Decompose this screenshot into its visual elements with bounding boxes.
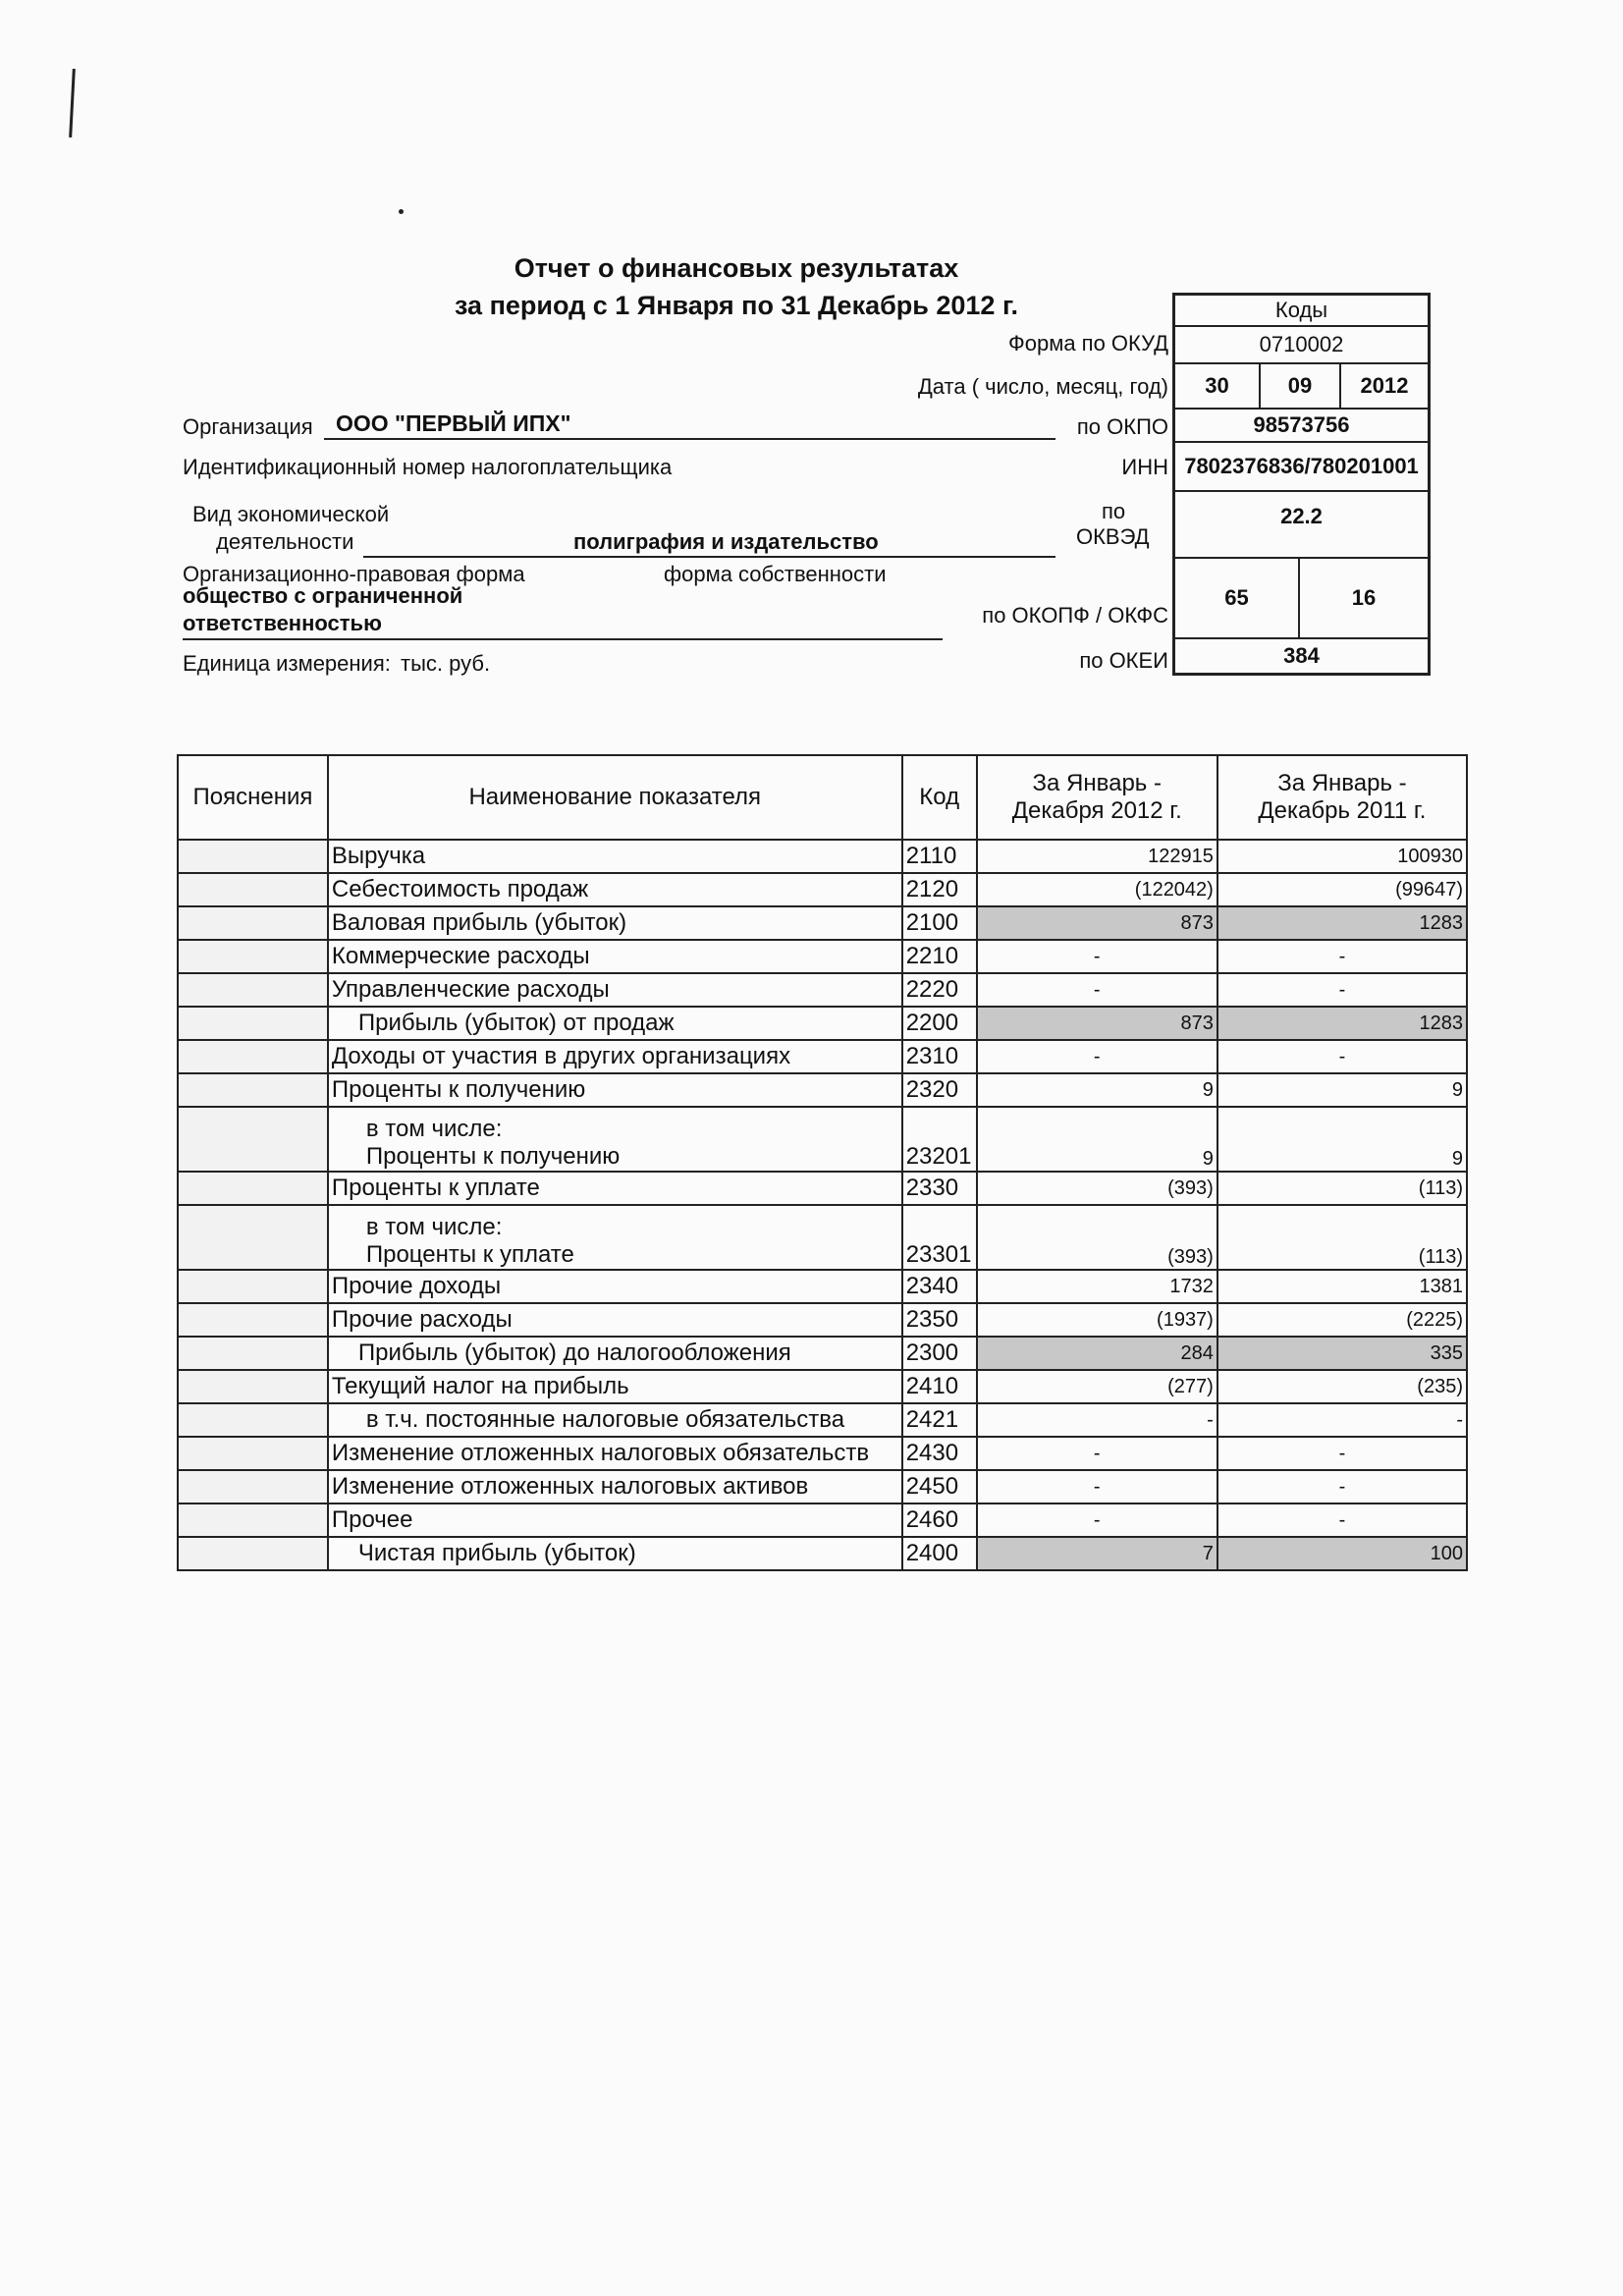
notes-cell <box>178 840 328 873</box>
row-previous-value: (99647) <box>1217 873 1467 906</box>
table-row <box>178 1007 1467 1040</box>
row-previous-value: - <box>1217 1470 1467 1503</box>
codes-box <box>1172 293 1431 676</box>
date-day: 30 <box>1205 373 1229 398</box>
notes-cell <box>178 1303 328 1337</box>
row-name: Изменение отложенных налоговых обязательств <box>328 1437 902 1470</box>
notes-cell <box>178 1007 328 1040</box>
notes-cell <box>178 1403 328 1437</box>
legal-form-underline <box>183 638 943 640</box>
report-period: за период с 1 Января по 31 Декабрь 2012 г. <box>454 291 1018 320</box>
row-current-value: - <box>977 1403 1217 1437</box>
table-row <box>178 1040 1467 1073</box>
table-row <box>178 973 1467 1007</box>
notes-cell <box>178 1040 328 1073</box>
col-name-header: Наименование показателя <box>328 755 902 840</box>
legal-form-value-2: ответственностью <box>183 611 382 635</box>
row-previous-value: 1283 <box>1217 1007 1467 1040</box>
row-current-value: (1937) <box>977 1303 1217 1337</box>
row-previous-value: (235) <box>1217 1370 1467 1403</box>
date-label: Дата ( число, месяц, год) <box>917 374 1168 399</box>
activity-label-2: деятельности <box>216 529 354 554</box>
inn-code: 7802376836/780201001 <box>1175 441 1428 490</box>
table-row <box>178 1370 1467 1403</box>
row-code: 2460 <box>902 1503 977 1537</box>
col-current-header-line2: Декабря 2012 г. <box>1011 797 1182 824</box>
row-current-value: 873 <box>977 906 1217 940</box>
report-title: Отчет о финансовых результатах <box>514 253 959 283</box>
unit-label: Единица измерения: <box>183 651 391 676</box>
table-row <box>178 1337 1467 1370</box>
table-row <box>178 906 1467 940</box>
notes-cell <box>178 1270 328 1303</box>
table-row <box>178 1073 1467 1107</box>
table-row <box>178 1470 1467 1503</box>
notes-cell <box>178 1503 328 1537</box>
row-name-text: Проценты к получению <box>365 1143 621 1170</box>
row-previous-value: - <box>1217 1437 1467 1470</box>
table-row <box>178 1205 1467 1270</box>
table-row <box>178 1403 1467 1437</box>
row-current-value: (393) <box>977 1205 1217 1270</box>
table-row <box>178 1437 1467 1470</box>
table-row <box>178 1303 1467 1337</box>
taxpayer-label: Идентификационный номер налогоплательщика <box>183 455 673 479</box>
row-previous-value: (2225) <box>1217 1303 1467 1337</box>
row-code: 2320 <box>902 1073 977 1107</box>
row-current-value: 9 <box>977 1107 1217 1172</box>
scan-mark-line <box>69 69 76 137</box>
activity-value: полиграфия и издательство <box>573 529 879 554</box>
row-previous-value: - <box>1217 1040 1467 1073</box>
unit-value: тыс. руб. <box>401 651 491 676</box>
okved-code: 22.2 <box>1175 490 1428 557</box>
row-previous-value: (113) <box>1217 1205 1467 1270</box>
row-name: Себестоимость продаж <box>328 873 902 906</box>
row-current-value: 1732 <box>977 1270 1217 1303</box>
row-name <box>328 1205 902 1270</box>
table-row <box>178 1107 1467 1172</box>
notes-cell <box>178 1205 328 1270</box>
okpo-label: по ОКПО <box>1076 414 1168 439</box>
row-current-value: - <box>977 1503 1217 1537</box>
row-previous-value: - <box>1217 973 1467 1007</box>
row-current-value: 284 <box>977 1337 1217 1370</box>
row-previous-value: 1283 <box>1217 906 1467 940</box>
scan-mark-dot <box>399 209 404 214</box>
col-previous-header <box>1217 755 1467 840</box>
financial-results-table <box>177 754 1468 1571</box>
notes-cell <box>178 973 328 1007</box>
row-name: Прибыль (убыток) от продаж <box>328 1007 902 1040</box>
table-row <box>178 873 1467 906</box>
notes-cell <box>178 1107 328 1172</box>
col-previous-header-line2: Декабрь 2011 г. <box>1258 797 1427 824</box>
col-code-header: Код <box>902 755 977 840</box>
row-previous-value: - <box>1217 1503 1467 1537</box>
date-row <box>1175 362 1428 408</box>
okfs-code: 16 <box>1298 559 1428 637</box>
row-code: 2100 <box>902 906 977 940</box>
activity-label-1: Вид экономической <box>192 502 390 526</box>
row-name: Управленческие расходы <box>328 973 902 1007</box>
row-code: 2350 <box>902 1303 977 1337</box>
row-code: 23301 <box>902 1205 977 1270</box>
org-label: Организация <box>183 414 313 439</box>
row-prefix: в том числе: <box>365 1214 503 1240</box>
okved-label-1: по <box>1102 499 1126 523</box>
org-name: ООО "ПЕРВЫЙ ИПХ" <box>336 410 571 436</box>
okopf-code: 65 <box>1224 585 1249 610</box>
row-name: Прибыль (убыток) до налогообложения <box>328 1337 902 1370</box>
row-code: 2210 <box>902 940 977 973</box>
row-name: Изменение отложенных налоговых активов <box>328 1470 902 1503</box>
row-current-value: 9 <box>977 1073 1217 1107</box>
org-underline <box>324 438 1055 440</box>
okei-code: 384 <box>1175 637 1428 673</box>
row-previous-value: - <box>1217 940 1467 973</box>
row-current-value: - <box>977 973 1217 1007</box>
row-code: 2200 <box>902 1007 977 1040</box>
okopf-row <box>1175 557 1428 637</box>
row-previous-value: 100 <box>1217 1537 1467 1570</box>
row-previous-value: 9 <box>1217 1073 1467 1107</box>
row-current-value: 122915 <box>977 840 1217 873</box>
okud-code: 0710002 <box>1175 325 1428 362</box>
row-name: Прочие расходы <box>328 1303 902 1337</box>
notes-cell <box>178 873 328 906</box>
col-current-header-line1: За Январь - <box>1032 770 1162 796</box>
row-code: 2110 <box>902 840 977 873</box>
col-notes-header: Пояснения <box>178 755 328 840</box>
row-code: 2310 <box>902 1040 977 1073</box>
notes-cell <box>178 1073 328 1107</box>
notes-cell <box>178 1370 328 1403</box>
row-previous-value: - <box>1217 1403 1467 1437</box>
row-code: 2120 <box>902 873 977 906</box>
legal-form-label: Организационно-правовая форма <box>183 562 525 586</box>
row-code: 2340 <box>902 1270 977 1303</box>
row-name: Чистая прибыль (убыток) <box>328 1537 902 1570</box>
col-current-header <box>977 755 1217 840</box>
inn-label: ИНН <box>1121 455 1168 479</box>
row-current-value: (122042) <box>977 873 1217 906</box>
table-row <box>178 1503 1467 1537</box>
date-year: 2012 <box>1339 364 1428 408</box>
row-code: 2410 <box>902 1370 977 1403</box>
row-code: 2220 <box>902 973 977 1007</box>
row-current-value: - <box>977 1437 1217 1470</box>
table-row <box>178 840 1467 873</box>
notes-cell <box>178 940 328 973</box>
okpo-code: 98573756 <box>1175 408 1428 441</box>
row-code: 2450 <box>902 1470 977 1503</box>
row-previous-value: 335 <box>1217 1337 1467 1370</box>
date-month: 09 <box>1259 364 1339 408</box>
row-name <box>328 1107 902 1172</box>
col-previous-header-line1: За Январь - <box>1277 770 1407 796</box>
ownership-label: форма собственности <box>664 562 887 586</box>
row-previous-value: 100930 <box>1217 840 1467 873</box>
notes-cell <box>178 906 328 940</box>
row-current-value: - <box>977 1040 1217 1073</box>
legal-form-value-1: общество с ограниченной <box>183 583 463 608</box>
row-code: 2421 <box>902 1403 977 1437</box>
row-current-value: 7 <box>977 1537 1217 1570</box>
row-prefix: в том числе: <box>365 1116 503 1142</box>
notes-cell <box>178 1172 328 1205</box>
row-code: 2300 <box>902 1337 977 1370</box>
row-code: 2430 <box>902 1437 977 1470</box>
row-code: 2330 <box>902 1172 977 1205</box>
row-name: Доходы от участия в других организациях <box>328 1040 902 1073</box>
row-current-value: - <box>977 1470 1217 1503</box>
notes-cell <box>178 1470 328 1503</box>
row-name: Валовая прибыль (убыток) <box>328 906 902 940</box>
okopf-label: по ОКОПФ / ОКФС <box>982 603 1168 628</box>
row-name: Проценты к уплате <box>328 1172 902 1205</box>
table-header-row <box>178 755 1467 840</box>
row-current-value: - <box>977 940 1217 973</box>
okved-label-2: ОКВЭД <box>1076 524 1150 549</box>
row-previous-value: (113) <box>1217 1172 1467 1205</box>
row-code: 2400 <box>902 1537 977 1570</box>
row-previous-value: 9 <box>1217 1107 1467 1172</box>
table-row <box>178 1537 1467 1570</box>
row-code: 23201 <box>902 1107 977 1172</box>
row-current-value: 873 <box>977 1007 1217 1040</box>
row-previous-value: 1381 <box>1217 1270 1467 1303</box>
row-name-text: Проценты к уплате <box>365 1241 574 1268</box>
okud-label: Форма по ОКУД <box>1008 331 1168 355</box>
row-name: Выручка <box>328 840 902 873</box>
row-name: Текущий налог на прибыль <box>328 1370 902 1403</box>
table-row <box>178 1172 1467 1205</box>
row-current-value: (393) <box>977 1172 1217 1205</box>
notes-cell <box>178 1337 328 1370</box>
activity-underline <box>363 556 1055 558</box>
row-name: в т.ч. постоянные налоговые обязательства <box>328 1403 902 1437</box>
table-row <box>178 1270 1467 1303</box>
table-row <box>178 940 1467 973</box>
row-name: Прочие доходы <box>328 1270 902 1303</box>
row-name: Проценты к получению <box>328 1073 902 1107</box>
okei-label: по ОКЕИ <box>1079 648 1168 673</box>
row-name: Прочее <box>328 1503 902 1537</box>
notes-cell <box>178 1537 328 1570</box>
row-current-value: (277) <box>977 1370 1217 1403</box>
notes-cell <box>178 1437 328 1470</box>
row-name: Коммерческие расходы <box>328 940 902 973</box>
codes-title: Коды <box>1274 298 1328 322</box>
